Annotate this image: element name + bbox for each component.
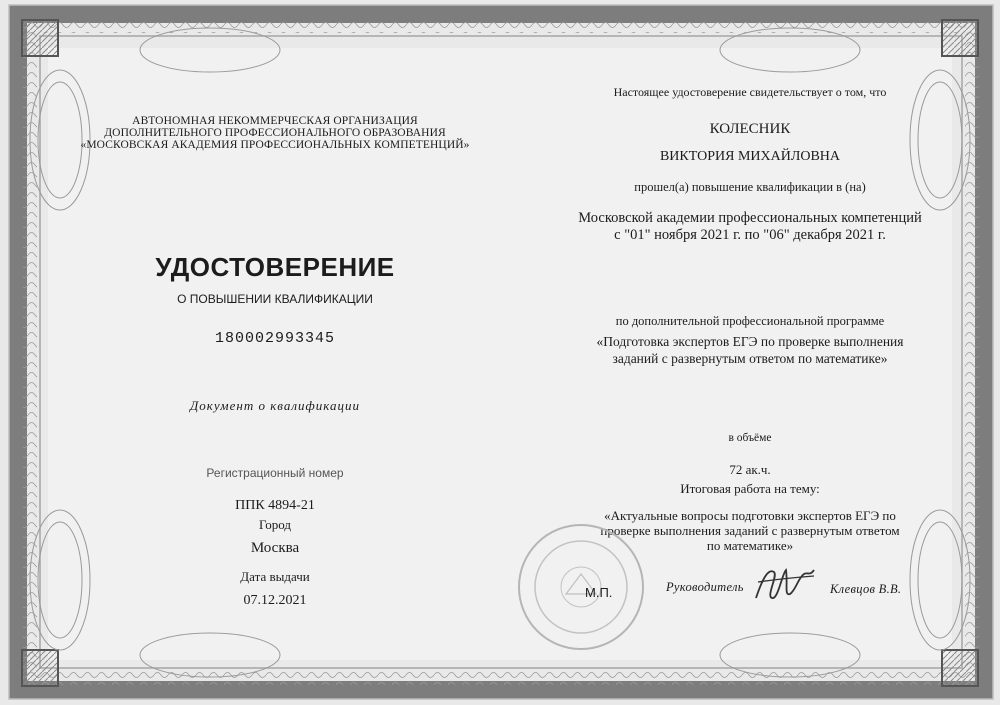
organization-line: «МОСКОВСКАЯ АКАДЕМИЯ ПРОФЕССИОНАЛЬНЫХ КОМПЕТЕНЦИЙ»: [80, 139, 470, 151]
registration-label: Регистрационный номер: [206, 466, 344, 480]
topic-line: по математике»: [706, 538, 794, 553]
training-period: с "01" ноября 2021 г. по "06" декабря 2021 г.: [614, 227, 886, 243]
organization-line: ДОПОЛНИТЕЛЬНОГО ПРОФЕССИОНАЛЬНОГО ОБРАЗОВАНИЯ: [104, 127, 446, 139]
document-number: 180002993345: [214, 330, 336, 347]
signature-icon: [748, 560, 818, 610]
program-line: «Подготовка экспертов ЕГЭ по проверке выполнения: [596, 334, 904, 349]
certifies-text: Настоящее удостоверение свидетельствует о том, что: [613, 85, 887, 99]
document-subtitle: О ПОВЫШЕНИИ КВАЛИФИКАЦИИ: [177, 292, 373, 306]
program-name: [525, 333, 975, 367]
hours-value: 72 ак.ч.: [729, 462, 771, 477]
academy-name: Московской академии профессиональных компетенций: [578, 210, 922, 226]
city-value: Москва: [250, 540, 300, 556]
academy-and-period: [525, 210, 975, 244]
seal-label: М.П.: [585, 585, 613, 600]
registration-number: ППК 4894-21: [235, 498, 315, 513]
organization-line: АВТОНОМНАЯ НЕКОММЕРЧЕСКАЯ ОРГАНИЗАЦИЯ: [132, 115, 418, 127]
final-work-label: Итоговая работа на тему:: [680, 481, 820, 496]
organization-name: [75, 115, 475, 151]
issue-date-label: Дата выдачи: [240, 569, 310, 584]
head-label: Руководитель: [666, 580, 744, 594]
holder-surname: КОЛЕСНИК: [709, 121, 791, 137]
document-type: Документ о квалификации: [190, 398, 360, 413]
holder-given-names: ВИКТОРИЯ МИХАЙЛОВНА: [659, 149, 841, 164]
city-label: Город: [258, 517, 292, 532]
topic-line: проверке выполнения заданий с развернутым ответом: [600, 523, 900, 538]
program-label: по дополнительной профессиональной программе: [615, 314, 885, 328]
issue-date-value: 07.12.2021: [243, 593, 307, 608]
volume-label: в объёме: [728, 432, 772, 444]
seal-stamp-icon: [516, 522, 646, 652]
document-title: УДОСТОВЕРЕНИЕ: [155, 252, 395, 282]
passed-text: прошел(а) повышение квалификации в (на): [634, 180, 866, 194]
topic-line: «Актуальные вопросы подготовки экспертов ЕГЭ по: [604, 508, 896, 523]
head-name: Клевцов В.В.: [830, 582, 902, 596]
program-line: заданий с развернутым ответом по математике»: [612, 351, 888, 366]
